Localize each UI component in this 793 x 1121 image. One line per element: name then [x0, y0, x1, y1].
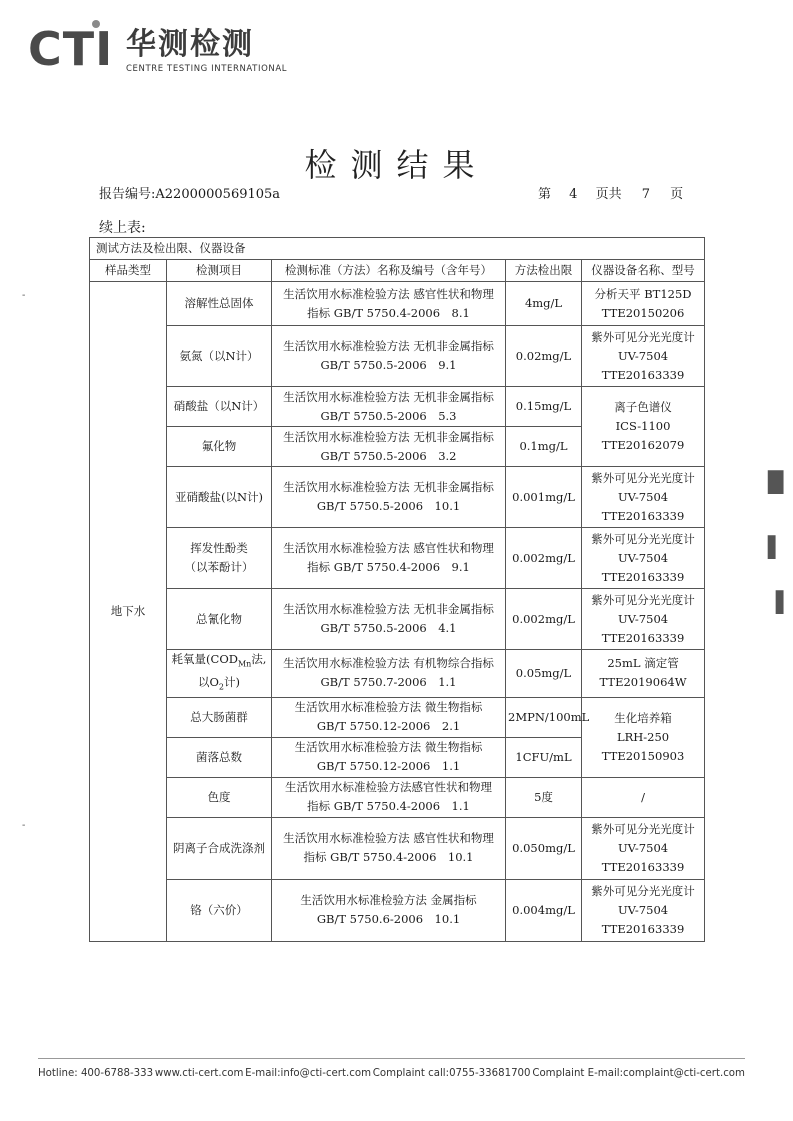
- col-header: 方法检出限: [506, 260, 582, 282]
- test-item: 铬（六价）: [167, 879, 272, 941]
- detection-limit: 0.05mg/L: [506, 650, 582, 698]
- edge-seal-mark: ▌: [768, 535, 784, 559]
- equipment: 紫外可见分光光度计 UV-7504 TTE20163339: [582, 879, 705, 941]
- test-item: 阴离子合成洗涤剂: [167, 817, 272, 879]
- test-item: 硝酸盐（以N计）: [167, 387, 272, 427]
- sample-type: 地下水: [90, 282, 167, 942]
- equipment: 紫外可见分光光度计 UV-7504 TTE20163339: [582, 467, 705, 528]
- test-standard: 生活饮用水标准检验方法 有机物综合指标 GB/T 5750.7-2006 1.1: [272, 650, 506, 698]
- report-number: [99, 183, 280, 202]
- test-item: 菌落总数: [167, 737, 272, 777]
- test-item: 亚硝酸盐(以N计): [167, 467, 272, 528]
- equipment: 紫外可见分光光度计 UV-7504 TTE20163339: [582, 589, 705, 650]
- col-header: 检测标准（方法）名称及编号（含年号）: [272, 260, 506, 282]
- table-row: [90, 528, 705, 589]
- footer: [38, 1068, 745, 1079]
- table-row: [90, 387, 705, 427]
- results-table: [89, 237, 705, 942]
- col-header: 样品类型: [90, 260, 167, 282]
- table-row: [90, 326, 705, 387]
- report-number-value: A2200000569105a: [155, 187, 281, 202]
- detection-limit: 1CFU/mL: [506, 737, 582, 777]
- test-item: 耗氧量($COD_{Mn}$法, 以$O_2$计): [167, 650, 272, 698]
- detection-limit: 0.050mg/L: [506, 817, 582, 879]
- equipment: 分析天平 BT125D TTE20150206: [582, 282, 705, 326]
- margin-tick: -: [22, 820, 26, 831]
- page-current: 4: [569, 187, 578, 202]
- test-standard: 生活饮用水标准检验方法感官性状和物理 指标 GB/T 5750.4-2006 1.1: [272, 777, 506, 817]
- footer-divider: [38, 1058, 745, 1059]
- table-header-row: [90, 260, 705, 282]
- test-standard: 生活饮用水标准检验方法 无机非金属指标 GB/T 5750.5-2006 9.1: [272, 326, 506, 387]
- test-standard: 生活饮用水标准检验方法 无机非金属指标 GB/T 5750.5-2006 3.2: [272, 427, 506, 467]
- page-suffix: 页: [670, 187, 684, 202]
- table-row: [90, 589, 705, 650]
- test-standard: 生活饮用水标准检验方法 无机非金属指标 GB/T 5750.5-2006 5.3: [272, 387, 506, 427]
- test-item: 色度: [167, 777, 272, 817]
- footer-website[interactable]: www.cti-cert.com: [154, 1068, 244, 1079]
- table-row: [90, 777, 705, 817]
- equipment: 紫外可见分光光度计 UV-7504 TTE20163339: [582, 528, 705, 589]
- detection-limit: 0.002mg/L: [506, 589, 582, 650]
- footer-hotline: Hotline: 400-6788-333: [38, 1068, 154, 1079]
- test-item: 溶解性总固体: [167, 282, 272, 326]
- test-item: 挥发性酚类 （以苯酚计）: [167, 528, 272, 589]
- logo-cn-name: 华测检测: [126, 27, 254, 62]
- test-item: 氨氮（以N计）: [167, 326, 272, 387]
- equipment: /: [582, 777, 705, 817]
- page-total: 7: [641, 187, 651, 202]
- test-standard: 生活饮用水标准检验方法 金属指标 GB/T 5750.6-2006 10.1: [272, 879, 506, 941]
- test-item: 总氰化物: [167, 589, 272, 650]
- table-row: [90, 650, 705, 698]
- logo-brand: CTI: [28, 22, 114, 76]
- col-header: 检测项目: [167, 260, 272, 282]
- equipment: 离子色谱仪 ICS-1100 TTE20162079: [582, 387, 705, 467]
- detection-limit: 0.002mg/L: [506, 528, 582, 589]
- test-standard: 生活饮用水标准检验方法 感官性状和物理 指标 GB/T 5750.4-2006 10.1: [272, 817, 506, 879]
- test-standard: 生活饮用水标准检验方法 感官性状和物理 指标 GB/T 5750.4-2006 8.1: [272, 282, 506, 326]
- detection-limit: 0.15mg/L: [506, 387, 582, 427]
- table-row: [90, 697, 705, 737]
- table-row: [90, 817, 705, 879]
- detection-limit: 0.1mg/L: [506, 427, 582, 467]
- footer-complaint-email[interactable]: Complaint E-mail:complaint@cti-cert.com: [532, 1068, 745, 1079]
- equipment: 紫外可见分光光度计 UV-7504 TTE20163339: [582, 817, 705, 879]
- page-mid: 页共: [595, 187, 622, 202]
- col-header: 仪器设备名称、型号: [582, 260, 705, 282]
- equipment: 25mL 滴定管 TTE2019064W: [582, 650, 705, 698]
- footer-email[interactable]: E-mail:info@cti-cert.com: [245, 1068, 371, 1079]
- test-standard: 生活饮用水标准检验方法 感官性状和物理 指标 GB/T 5750.4-2006 9.1: [272, 528, 506, 589]
- page-prefix: 第: [538, 187, 552, 202]
- footer-complaint-call: Complaint call:0755-33681700: [372, 1068, 531, 1079]
- detection-limit: 0.001mg/L: [506, 467, 582, 528]
- edge-seal-mark: █: [768, 470, 784, 494]
- table-row: [90, 282, 705, 326]
- test-standard: 生活饮用水标准检验方法 无机非金属指标 GB/T 5750.5-2006 10.1: [272, 467, 506, 528]
- equipment: 紫外可见分光光度计 UV-7504 TTE20163339: [582, 326, 705, 387]
- logo-en-name: CENTRE TESTING INTERNATIONAL: [126, 64, 288, 74]
- detection-limit: 5度: [506, 777, 582, 817]
- detection-limit: 0.004mg/L: [506, 879, 582, 941]
- equipment: 生化培养箱 LRH-250 TTE20150903: [582, 697, 705, 777]
- edge-seal-mark: ▐: [768, 590, 784, 614]
- test-standard: 生活饮用水标准检验方法 无机非金属指标 GB/T 5750.5-2006 4.1: [272, 589, 506, 650]
- test-standard: 生活饮用水标准检验方法 微生物指标 GB/T 5750.12-2006 2.1: [272, 697, 506, 737]
- page-indicator: [538, 183, 683, 202]
- test-item: 氟化物: [167, 427, 272, 467]
- page-title: 检测结果: [304, 146, 489, 184]
- table-row: [90, 879, 705, 941]
- section-header: 测试方法及检出限、仪器设备: [90, 238, 705, 260]
- detection-limit: 0.02mg/L: [506, 326, 582, 387]
- table-row: [90, 467, 705, 528]
- continued-label: 续上表:: [99, 220, 146, 236]
- test-item: 总大肠菌群: [167, 697, 272, 737]
- detection-limit: 2MPN/100mL: [506, 697, 582, 737]
- detection-limit: 4mg/L: [506, 282, 582, 326]
- report-number-label: 报告编号:: [99, 187, 156, 202]
- test-standard: 生活饮用水标准检验方法 微生物指标 GB/T 5750.12-2006 1.1: [272, 737, 506, 777]
- margin-tick: -: [22, 290, 26, 301]
